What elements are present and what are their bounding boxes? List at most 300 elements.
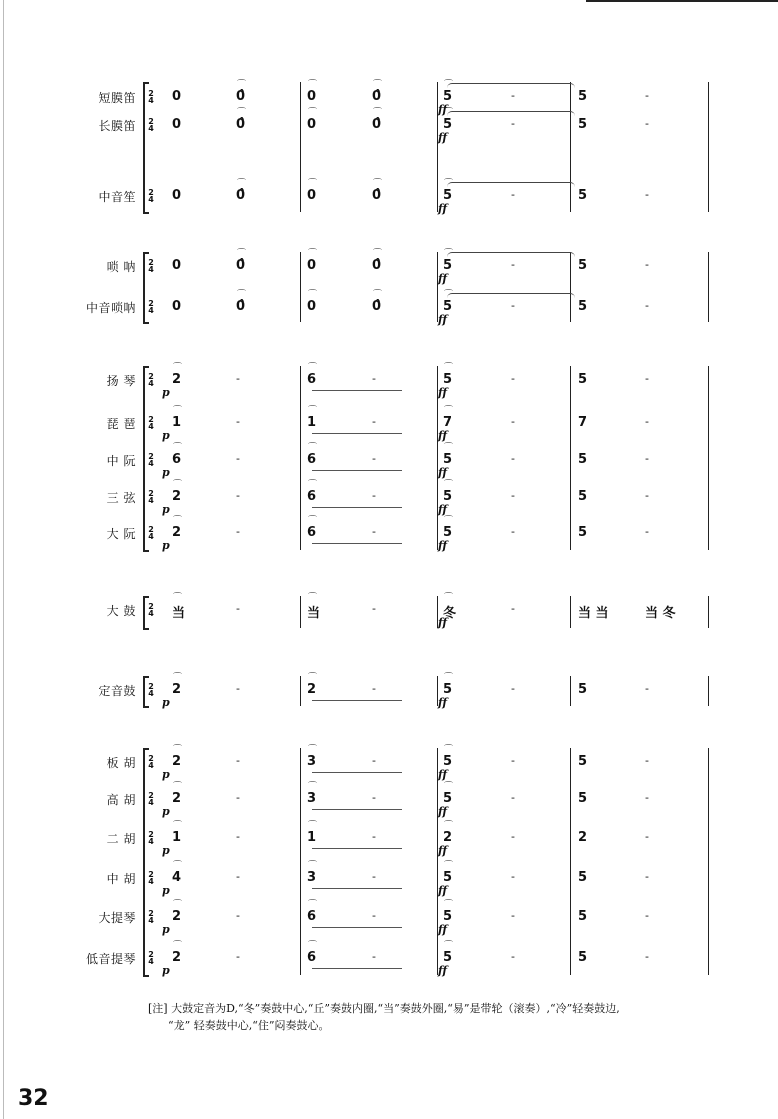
fermata: ⌒ [308,480,318,490]
dynamic-loud: ff [438,923,448,936]
crescendo-line [312,809,402,810]
time-signature: 2 4 [148,909,154,925]
note: 2 [172,909,182,924]
fermata: ⌒ [444,900,454,910]
rest-dash: - [511,754,515,767]
note: 5 [578,489,588,504]
note: 5 [578,682,588,697]
fermata: ⌒ [237,290,247,300]
fermata: ⌒ [444,290,454,300]
fermata: ⌒ [373,179,383,189]
note: 0 [172,188,182,203]
dynamic-loud: ff [438,202,448,215]
time-signature: 2 4 [148,258,154,274]
note: 0 [307,89,317,104]
note: 5 [578,117,588,132]
rest-dash: - [236,372,240,385]
crescendo-line [312,968,402,969]
note: 0̂ [236,258,246,273]
fermata: ⌒ [444,782,454,792]
fermata: ⌒ [173,782,183,792]
time-signature: 2 4 [148,602,154,618]
rest-dash: - [372,489,376,502]
rest-dash: - [645,299,649,312]
note: 0̂ [372,117,382,132]
note: 2 [172,754,182,769]
rest-dash: - [236,415,240,428]
rest-dash: - [511,602,515,615]
rest-dash: - [511,299,515,312]
rest-dash: - [372,950,376,963]
barline [300,676,301,706]
rest-dash: - [372,830,376,843]
dynamic-soft: p [162,466,170,479]
fermata: ⌒ [308,593,318,603]
dynamic-loud: ff [438,313,448,326]
rest-dash: - [236,489,240,502]
dynamic-loud: ff [438,539,448,552]
dynamic-loud: ff [438,696,448,709]
note: 2 [172,950,182,965]
note: 6 [307,525,317,540]
fermata: ⌒ [308,941,318,951]
barline [300,82,301,212]
barline [570,82,571,212]
note: 5 [443,870,453,885]
instrument-label: 唢 呐 [106,260,136,274]
crescendo-line [312,390,402,391]
rest-dash: - [645,415,649,428]
dynamic-loud: ff [438,844,448,857]
barline [437,82,438,212]
instrument-label: 低音提琴 [85,952,136,966]
note: 5 [578,372,588,387]
note: 6 [307,909,317,924]
note: 5 [578,754,588,769]
rest-dash: - [645,452,649,465]
fermata: ⌒ [373,290,383,300]
note: 0̂ [372,89,382,104]
crescendo-line [312,772,402,773]
note: 5 [443,525,453,540]
note: 5 [578,870,588,885]
note: 5 [443,791,453,806]
note: 5 [578,525,588,540]
barline [300,366,301,550]
note: 4 [172,870,182,885]
dynamic-loud: ff [438,768,448,781]
dynamic-loud: ff [438,131,448,144]
time-signature: 2 4 [148,950,154,966]
barline [570,748,571,975]
rest-dash: - [511,909,515,922]
rest-dash: - [645,754,649,767]
fermata: ⌒ [444,108,454,118]
group-bracket [143,596,145,628]
group-bracket-hook-bottom [143,706,149,708]
rest-dash: - [645,830,649,843]
fermata: ⌒ [308,673,318,683]
note: 2 [172,682,182,697]
note: 6 [307,452,317,467]
note: 1 [307,830,317,845]
group-bracket-hook-top [143,82,149,84]
note: 0 [307,188,317,203]
instrument-label: 定音鼓 [98,684,136,698]
fermata: ⌒ [173,516,183,526]
tie [447,111,575,116]
fermata: ⌒ [444,179,454,189]
barline [300,596,301,628]
rest-dash: - [372,682,376,695]
fermata: ⌒ [308,80,318,90]
fermata: ⌒ [308,443,318,453]
time-signature: 2 4 [148,188,154,204]
rest-dash: - [236,791,240,804]
group-bracket-hook-top [143,748,149,750]
note: 0 [172,117,182,132]
rest-dash: - [645,682,649,695]
note: 7 [443,415,453,430]
note: 5 [443,754,453,769]
rest-dash: - [645,372,649,385]
dynamic-soft: p [162,964,170,977]
dynamic-loud: ff [438,386,448,399]
page-number: 32 [18,1086,49,1111]
fermata: ⌒ [308,516,318,526]
barline [570,596,571,628]
dynamic-soft: p [162,844,170,857]
fermata: ⌒ [373,80,383,90]
note: 5 [578,89,588,104]
note: 0 [172,299,182,314]
rest-dash: - [511,791,515,804]
rest-dash: - [236,682,240,695]
barline [708,82,709,212]
rest-dash: - [372,754,376,767]
footnote-line-2: “龙” 轻奏鼓中心,“住”闷奏鼓心。 [168,1019,330,1032]
rest-dash: - [511,525,515,538]
note: 3 [307,754,317,769]
rest-dash: - [511,830,515,843]
note: 0 [172,258,182,273]
fermata: ⌒ [173,593,183,603]
group-bracket-hook-bottom [143,322,149,324]
note: 2 [172,489,182,504]
rest-dash: - [511,950,515,963]
rest-dash: - [236,870,240,883]
barline [570,366,571,550]
instrument-label: 短膜笛 [98,91,136,105]
crescendo-line [312,888,402,889]
rest-dash: - [511,415,515,428]
note: 1 [307,415,317,430]
footnote-line-1: [注] 大鼓定音为D,“冬”奏鼓中心,“丘”奏鼓内圈,“当”奏鼓外圈,“易”是带轮（滚奏）,“冷”轻奏鼓边, [148,1002,620,1015]
note: 0̂ [236,117,246,132]
barline [437,252,438,322]
barline [300,748,301,975]
tie [447,293,575,298]
barline [708,596,709,628]
note: 0̂ [236,89,246,104]
note: 0̂ [372,188,382,203]
note: 2 [443,830,453,845]
instrument-label: 中 胡 [106,872,136,886]
time-signature: 2 4 [148,754,154,770]
fermata: ⌒ [308,745,318,755]
fermata: ⌒ [444,249,454,259]
fermata: ⌒ [444,363,454,373]
note: 5 [443,489,453,504]
instrument-label: 大 阮 [106,527,136,541]
note: 5 [578,188,588,203]
note: 7 [578,415,588,430]
time-signature: 2 4 [148,525,154,541]
fermata: ⌒ [308,782,318,792]
note: 2 [307,682,317,697]
instrument-label: 大 鼓 [106,604,136,618]
dynamic-loud: ff [438,805,448,818]
rest-dash: - [645,188,649,201]
instrument-label: 扬 琴 [106,374,136,388]
instrument-label: 二 胡 [106,832,136,846]
rest-dash: - [372,415,376,428]
dynamic-soft: p [162,429,170,442]
rest-dash: - [645,525,649,538]
tie [447,83,575,88]
crescendo-line [312,927,402,928]
note: 5 [443,909,453,924]
instrument-label: 长膜笛 [98,119,136,133]
rest-dash: - [511,372,515,385]
rest-dash: - [511,117,515,130]
rest-dash: - [645,870,649,883]
dynamic-loud: ff [438,964,448,977]
tie [447,182,575,187]
rest-dash: - [511,258,515,271]
fermata: ⌒ [308,821,318,831]
dynamic-soft: p [162,539,170,552]
instrument-label: 中音唢呐 [85,301,136,315]
fermata: ⌒ [173,821,183,831]
barline [708,748,709,975]
time-signature: 2 4 [148,682,154,698]
fermata: ⌒ [173,745,183,755]
note: 2 [578,830,588,845]
dynamic-soft: p [162,884,170,897]
footnote [148,1000,738,1034]
note: 5 [443,188,453,203]
note: 5 [443,452,453,467]
fermata: ⌒ [444,443,454,453]
note: 2 [172,372,182,387]
fermata: ⌒ [444,406,454,416]
note: 当 冬 [645,606,676,621]
note: 5 [578,950,588,965]
barline [708,366,709,550]
rest-dash: - [511,870,515,883]
note: 0̂ [372,258,382,273]
note: 2 [172,791,182,806]
rest-dash: - [645,489,649,502]
dynamic-soft: p [162,503,170,516]
rest-dash: - [645,117,649,130]
instrument-label: 中音笙 [98,190,136,204]
dynamic-loud: ff [438,466,448,479]
fermata: ⌒ [444,80,454,90]
dynamic-soft: p [162,386,170,399]
note: 5 [578,791,588,806]
note: 5 [443,950,453,965]
fermata: ⌒ [308,861,318,871]
note: 0 [307,117,317,132]
tie [447,252,575,257]
crescendo-line [312,507,402,508]
note: 6 [172,452,182,467]
fermata: ⌒ [308,179,318,189]
note: 5 [578,452,588,467]
fermata: ⌒ [444,821,454,831]
note: 0̂ [236,299,246,314]
crescendo-line [312,470,402,471]
fermata: ⌒ [308,249,318,259]
rest-dash: - [372,791,376,804]
rest-dash: - [645,909,649,922]
fermata: ⌒ [173,941,183,951]
note: 0̂ [372,299,382,314]
note: 5 [443,89,453,104]
dynamic-loud: ff [438,616,448,629]
time-signature: 2 4 [148,372,154,388]
dynamic-soft: p [162,805,170,818]
note: 5 [443,299,453,314]
fermata: ⌒ [173,406,183,416]
time-signature: 2 4 [148,117,154,133]
time-signature: 2 4 [148,89,154,105]
note: 6 [307,950,317,965]
note: 5 [578,299,588,314]
rest-dash: - [511,188,515,201]
note: 1 [172,415,182,430]
group-bracket-hook-bottom [143,628,149,630]
note: 当 [307,606,321,621]
rest-dash: - [372,525,376,538]
rest-dash: - [236,754,240,767]
fermata: ⌒ [173,480,183,490]
crescendo-line [312,848,402,849]
note: 0 [307,299,317,314]
fermata: ⌒ [373,249,383,259]
note: 5 [578,258,588,273]
group-bracket-hook-top [143,596,149,598]
crescendo-line [312,543,402,544]
note: 5 [443,117,453,132]
rest-dash: - [645,89,649,102]
fermata: ⌒ [308,363,318,373]
barline [300,252,301,322]
group-bracket-hook-top [143,252,149,254]
dynamic-soft: p [162,768,170,781]
group-bracket-hook-top [143,366,149,368]
note: 5 [578,909,588,924]
note: 当 [172,606,186,621]
note: 0̂ [236,188,246,203]
group-bracket [143,366,145,550]
group-bracket [143,252,145,322]
rest-dash: - [645,258,649,271]
fermata: ⌒ [173,900,183,910]
group-bracket-hook-bottom [143,212,149,214]
time-signature: 2 4 [148,830,154,846]
fermata: ⌒ [237,249,247,259]
note: 0 [172,89,182,104]
fermata: ⌒ [444,861,454,871]
dynamic-loud: ff [438,103,448,116]
dynamic-loud: ff [438,884,448,897]
rest-dash: - [645,950,649,963]
fermata: ⌒ [173,861,183,871]
fermata: ⌒ [173,443,183,453]
note: 3 [307,870,317,885]
barline [437,748,438,975]
dynamic-loud: ff [438,503,448,516]
rest-dash: - [236,830,240,843]
rest-dash: - [236,950,240,963]
fermata: ⌒ [444,516,454,526]
note: 5 [443,372,453,387]
note: 5 [443,682,453,697]
fermata: ⌒ [308,900,318,910]
note: 5 [443,258,453,273]
rest-dash: - [372,909,376,922]
rest-dash: - [511,89,515,102]
rest-dash: - [236,452,240,465]
time-signature: 2 4 [148,791,154,807]
time-signature: 2 4 [148,489,154,505]
time-signature: 2 4 [148,415,154,431]
note: 0 [307,258,317,273]
fermata: ⌒ [444,673,454,683]
note: 1 [172,830,182,845]
instrument-label: 大提琴 [98,911,136,925]
rest-dash: - [372,602,376,615]
rest-dash: - [645,791,649,804]
barline [708,676,709,706]
fermata: ⌒ [444,941,454,951]
fermata: ⌒ [237,179,247,189]
rest-dash: - [236,909,240,922]
dynamic-loud: ff [438,429,448,442]
note: 3 [307,791,317,806]
fermata: ⌒ [237,108,247,118]
note: 2 [172,525,182,540]
rest-dash: - [372,870,376,883]
fermata: ⌒ [308,406,318,416]
group-bracket-hook-bottom [143,550,149,552]
barline [570,676,571,706]
fermata: ⌒ [308,290,318,300]
instrument-label: 板 胡 [106,756,136,770]
note: 冬 [443,606,457,621]
dynamic-soft: p [162,923,170,936]
barline [708,252,709,322]
time-signature: 2 4 [148,299,154,315]
fermata: ⌒ [173,363,183,373]
fermata: ⌒ [173,673,183,683]
crescendo-line [312,700,402,701]
rest-dash: - [236,602,240,615]
time-signature: 2 4 [148,452,154,468]
